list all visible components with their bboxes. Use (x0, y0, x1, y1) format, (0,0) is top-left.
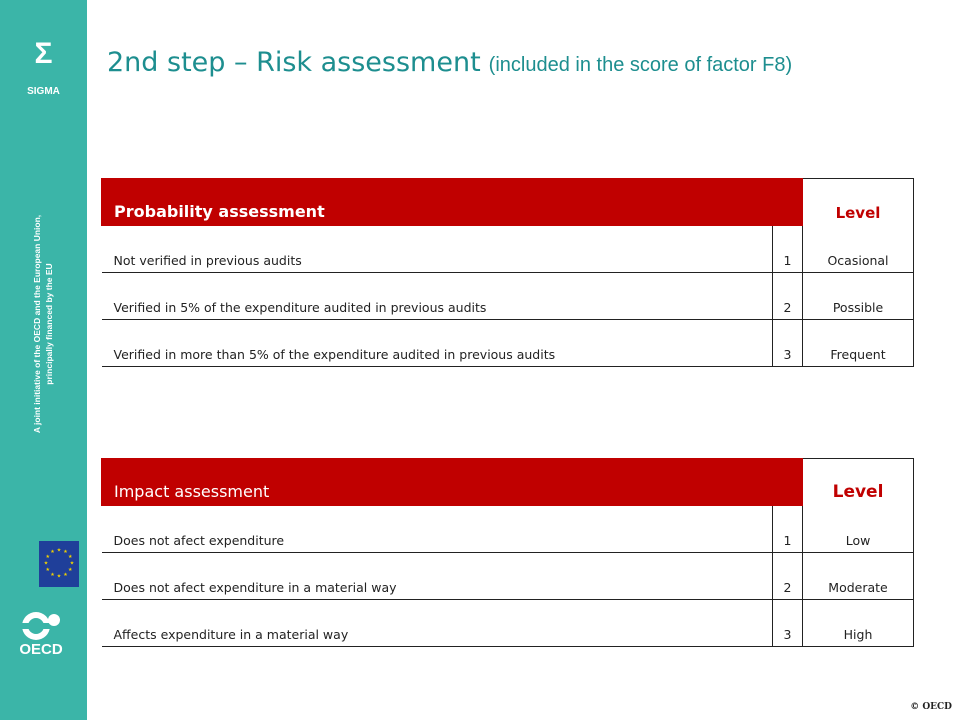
row-description: Does not afect expenditure (102, 506, 773, 553)
row-score: 2 (773, 553, 803, 600)
eu-flag-icon (39, 541, 79, 587)
row-score: 1 (773, 226, 803, 273)
row-description: Affects expenditure in a material way (102, 600, 773, 647)
probability-level-header: Level (803, 179, 914, 226)
svg-text:★: ★ (50, 549, 55, 556)
row-level: High (803, 600, 914, 647)
page-title (107, 45, 792, 83)
table-row (102, 273, 914, 320)
page-title-main: 2nd step – Risk assessment (107, 47, 481, 78)
row-level: Ocasional (803, 226, 914, 273)
copyright-notice: © OECD (910, 702, 952, 712)
probability-assessment-table (101, 178, 914, 367)
row-score: 2 (773, 273, 803, 320)
table-row (102, 553, 914, 600)
sidebar-tagline-line2: principally financed by the EU (44, 263, 54, 385)
probability-header: Probability assessment (102, 179, 803, 226)
probability-header-row (102, 179, 914, 226)
sidebar (0, 0, 87, 720)
oecd-logo-text: OECD (19, 641, 63, 658)
row-description: Verified in 5% of the expenditure audited in previous audits (102, 273, 773, 320)
sidebar-tagline (31, 179, 55, 469)
svg-text:★: ★ (43, 560, 49, 567)
impact-assessment-table (101, 458, 914, 647)
svg-text:★: ★ (45, 554, 50, 560)
impact-header-row (102, 459, 914, 506)
row-level: Low (803, 506, 914, 553)
row-level: Frequent (803, 320, 914, 367)
table-row (102, 320, 914, 367)
row-score: 1 (773, 506, 803, 553)
oecd-logo-icon (14, 608, 68, 658)
impact-level-header: Level (803, 459, 914, 506)
svg-text:★: ★ (56, 573, 62, 580)
row-score: 3 (773, 320, 803, 367)
sigma-logo-symbol: Σ (34, 37, 53, 70)
impact-header: Impact assessment (102, 459, 803, 506)
row-level: Possible (803, 273, 914, 320)
svg-text:★: ★ (68, 567, 73, 573)
row-level: Moderate (803, 553, 914, 600)
svg-text:★: ★ (50, 571, 55, 578)
svg-text:★: ★ (63, 549, 68, 556)
table-row (102, 600, 914, 647)
svg-text:★: ★ (63, 571, 68, 578)
sidebar-tagline-line1: A joint initiative of the OECD and the European Union, (32, 214, 42, 434)
table-row (102, 506, 914, 553)
svg-text:★: ★ (56, 547, 62, 554)
table-row (102, 226, 914, 273)
row-description: Not verified in previous audits (102, 226, 773, 273)
row-description: Verified in more than 5% of the expenditure audited in previous audits (102, 320, 773, 367)
svg-text:★: ★ (69, 560, 75, 567)
sigma-logo-label: SIGMA (27, 86, 60, 97)
svg-text:★: ★ (68, 554, 73, 560)
row-score: 3 (773, 600, 803, 647)
svg-text:★: ★ (45, 567, 50, 573)
page-title-sub: (included in the score of factor F8) (488, 54, 793, 76)
row-description: Does not afect expenditure in a material way (102, 553, 773, 600)
